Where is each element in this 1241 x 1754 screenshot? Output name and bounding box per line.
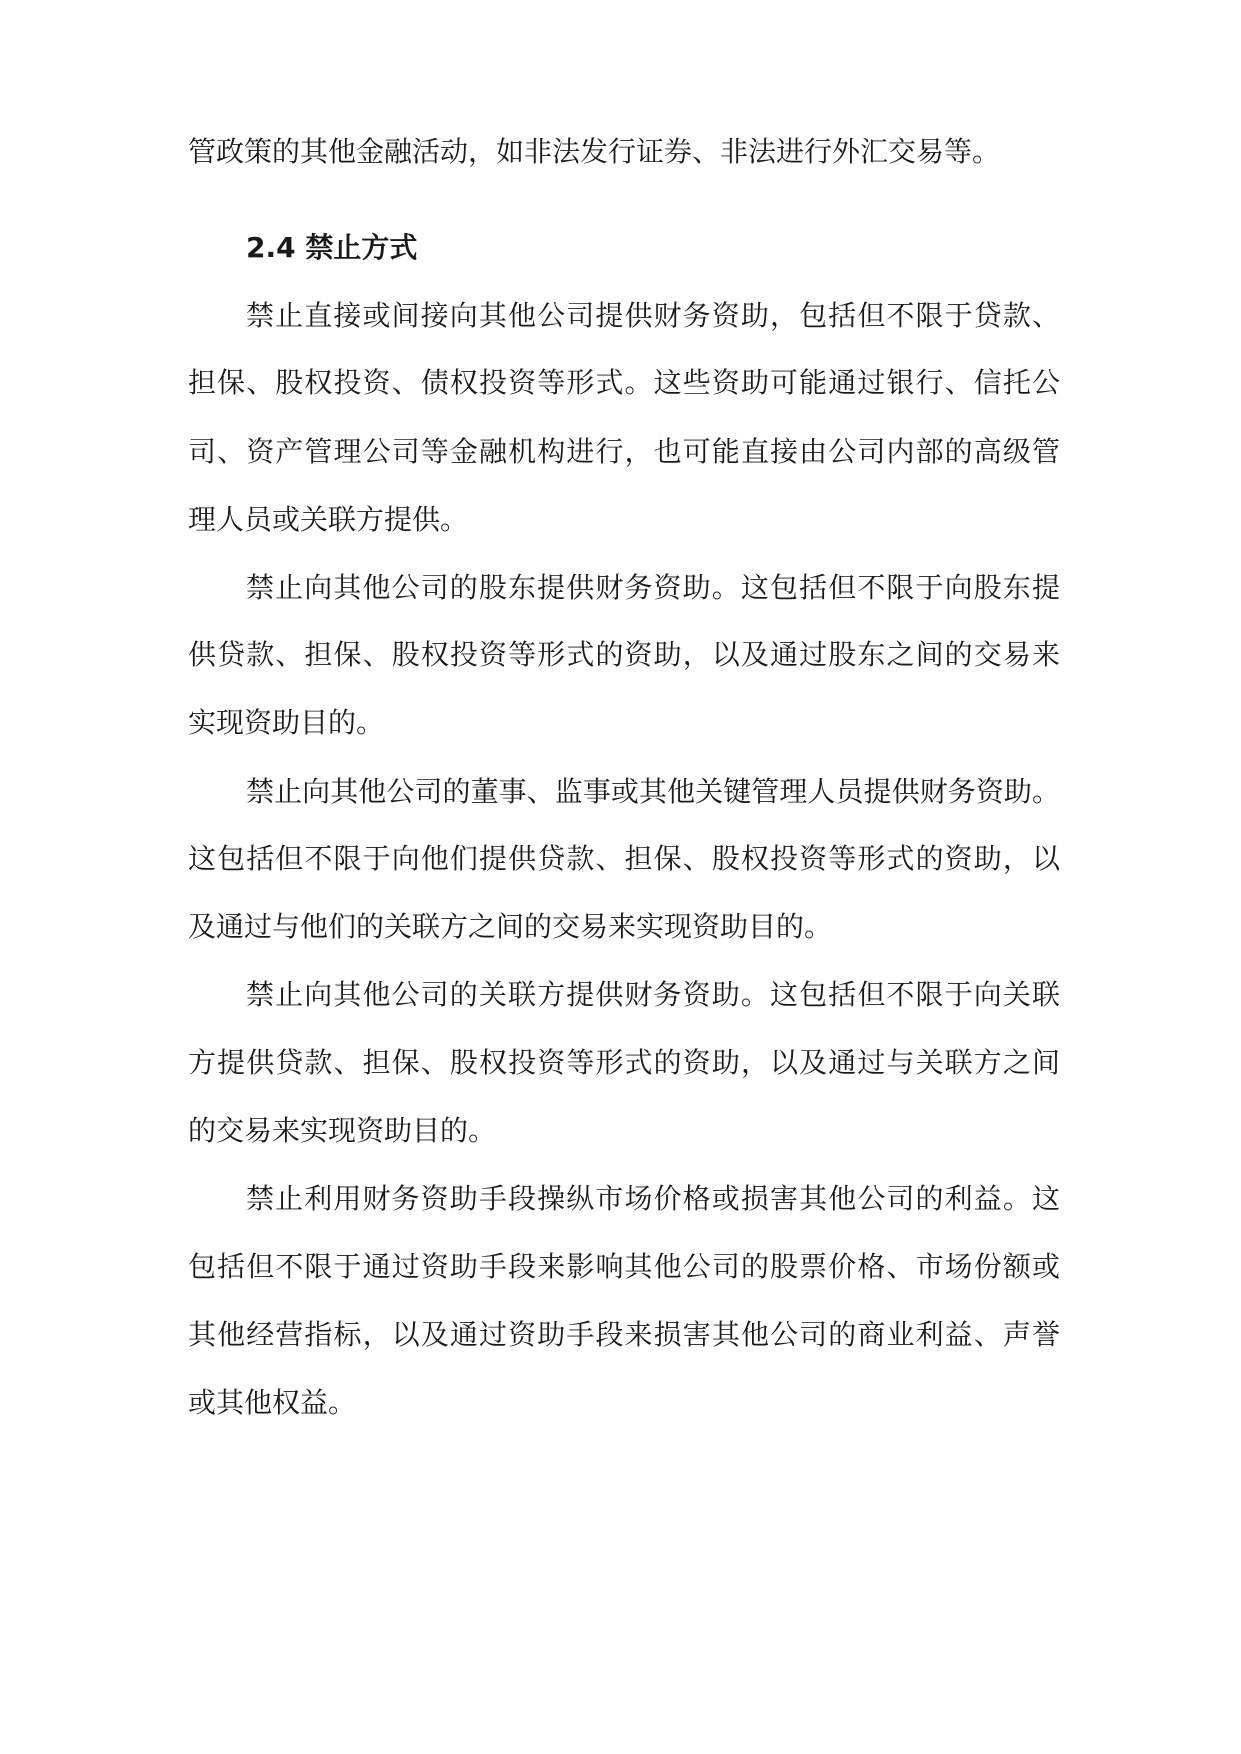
paragraph-line: 司、资产管理公司等金融机构进行，也可能直接由公司内部的高级管 xyxy=(188,435,1060,468)
paragraph-line: 实现资助目的。 xyxy=(188,706,385,739)
paragraph-line: 供贷款、担保、股权投资等形式的资助，以及通过股东之间的交易来 xyxy=(188,638,1060,671)
paragraph-line: 禁止向其他公司的关联方提供财务资助。这包括但不限于向关联 xyxy=(246,978,1060,1011)
paragraph-line: 禁止利用财务资助手段操纵市场价格或损害其他公司的利益。这 xyxy=(246,1182,1060,1215)
paragraph-line: 禁止向其他公司的股东提供财务资助。这包括但不限于向股东提 xyxy=(246,571,1060,604)
paragraph-line: 或其他权益。 xyxy=(188,1386,357,1419)
continuation-line: 管政策的其他金融活动，如非法发行证券、非法进行外汇交易等。 xyxy=(188,135,1001,168)
paragraph-line: 禁止直接或间接向其他公司提供财务资助，包括但不限于贷款、 xyxy=(246,299,1060,332)
paragraph-line: 的交易来实现资助目的。 xyxy=(188,1114,497,1147)
section-heading: 2.4 禁止方式 xyxy=(246,231,418,264)
paragraph-line: 担保、股权投资、债权投资等形式。这些资助可能通过银行、信托公 xyxy=(188,366,1060,399)
paragraph-line: 禁止向其他公司的董事、监事或其他关键管理人员提供财务资助。 xyxy=(246,775,1060,808)
paragraph-line: 方提供贷款、担保、股权投资等形式的资助，以及通过与关联方之间 xyxy=(188,1046,1060,1079)
paragraph-line: 这包括但不限于向他们提供贷款、担保、股权投资等形式的资助，以 xyxy=(188,842,1060,875)
paragraph-line: 包括但不限于通过资助手段来影响其他公司的股票价格、市场份额或 xyxy=(188,1250,1060,1283)
paragraph-line: 理人员或关联方提供。 xyxy=(188,503,469,536)
paragraph-line: 及通过与他们的关联方之间的交易来实现资助目的。 xyxy=(188,910,833,943)
paragraph-line: 其他经营指标，以及通过资助手段来损害其他公司的商业利益、声誉 xyxy=(188,1318,1060,1351)
